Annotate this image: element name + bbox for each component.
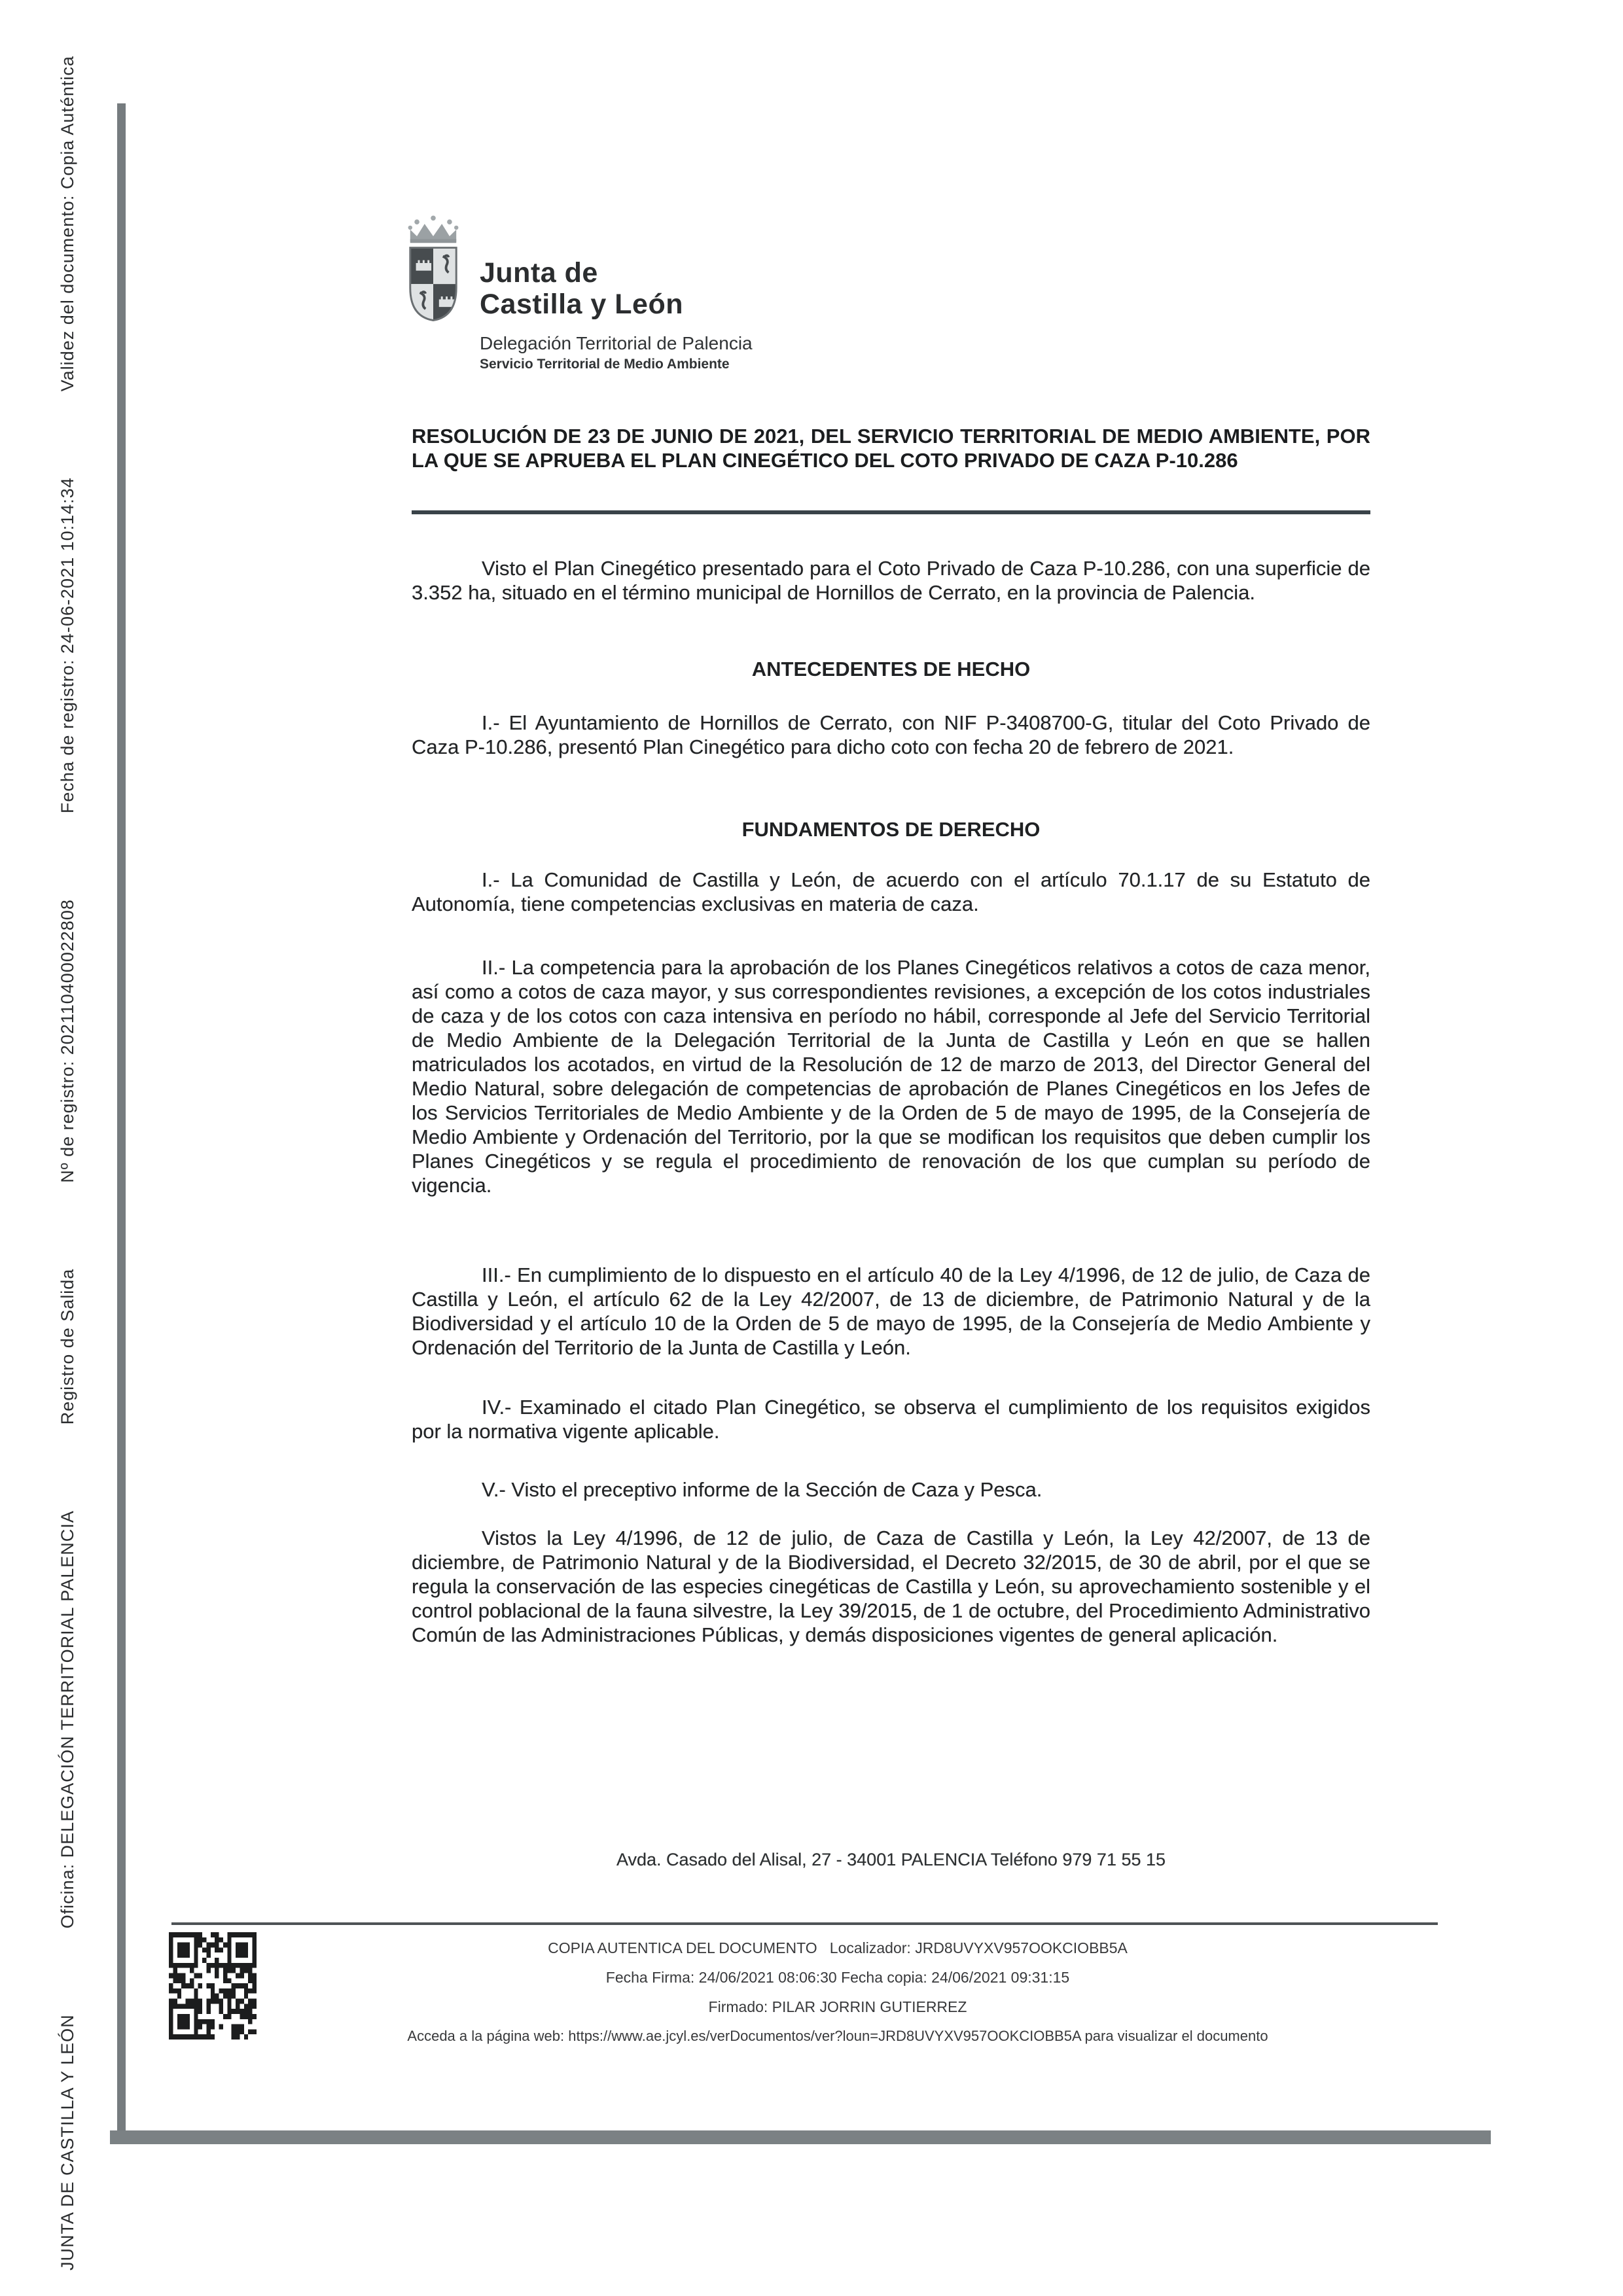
resolution-title: RESOLUCIÓN DE 23 DE JUNIO DE 2021, DEL SERVICIO TERRITORIAL DE MEDIO AMBIENTE, POR LA QUE SE APRUEBA EL PLAN CINEGÉTICO DEL COTO PRIVADO DE CAZA P-10.286 — [412, 425, 1370, 472]
antecedentes-paragraph-1: I.- El Ayuntamiento de Hornillos de Cerrato, con NIF P-3408700-G, titular del Coto Privado de Caza P-10.286, presentó Plan Cinegético para dicho coto con fecha 20 de febrero de 2021. — [412, 711, 1370, 758]
footer-rule — [171, 1922, 1438, 1925]
org-name-line1: Junta de — [480, 257, 598, 289]
heading-antecedentes: ANTECEDENTES DE HECHO — [751, 658, 1031, 680]
footer-copy-locator: COPIA AUTENTICA DEL DOCUMENTO Localizador: JRD8UVYXV957OOKCIOBB5A — [548, 1939, 1128, 1956]
footer-verification-url: Acceda a la página web: https://www.ae.jcyl.es/verDocumentos/ver?loun=JRD8UVYXV957OOKCIOBB5A para visualizar el documento — [407, 2028, 1268, 2044]
service-line: Servicio Territorial de Medio Ambiente — [480, 357, 730, 372]
intro-paragraph: Visto el Plan Cinegético presentado para el Coto Privado de Caza P-10.286, con una superficie de 3.352 ha, situado en el término municipal de Hornillos de Cerrato, en la provincia de Palencia. — [412, 557, 1370, 604]
margin-register-number: Nº de registro: 202110400022808 — [58, 899, 77, 1183]
registry-margin-note — [58, 56, 80, 2270]
margin-org: JUNTA DE CASTILLA Y LEÓN — [58, 2014, 77, 2270]
heading-fundamentos: FUNDAMENTOS DE DERECHO — [741, 818, 1041, 841]
margin-office: Oficina: DELEGACIÓN TERRITORIAL PALENCIA — [58, 1510, 77, 1929]
margin-register-type: Registro de Salida — [58, 1268, 77, 1425]
title-rule — [412, 510, 1370, 514]
fundamentos-paragraph-2: II.- La competencia para la aprobación de los Planes Cinegéticos relativos a cotos de caza menor, así como a cotos de caza mayor, y sus correspondientes revisiones, a excepción de los cotos industriales de caza y de los cotos con caza intensiva en período no hábil, corresponde al Jefe del Servicio Territorial de Medio Ambiente de la Delegación Territorial de la Junta de Castilla y León en que se hallen matriculados los acotados, en virtud de la Resolución de 12 de marzo de 2013, del Director General del Medio Natural, sobre delegación de competencias de aprobación de Planes Cinegéticos en los Jefes de los Servicios Territoriales de Medio Ambiente y de la Orden de 5 de mayo de 1995, de la Consejería de Medio Ambiente y Ordenación del Territorio, por la que se modifican los requisitos que deben cumplir los Planes Cinegéticos y se regula el procedimiento de renovación de los que cumplan su período de vigencia. — [412, 956, 1370, 1197]
fundamentos-paragraph-1: I.- La Comunidad de Castilla y León, de acuerdo con el artículo 70.1.17 de su Estatuto de Autonomía, tiene competencias exclusivas en materia de caza. — [412, 868, 1370, 915]
margin-validity: Validez del documento: Copia Auténtica — [58, 56, 77, 392]
footer-signature-dates: Fecha Firma: 24/06/2021 08:06:30 Fecha copia: 24/06/2021 09:31:15 — [605, 1969, 1070, 1986]
org-name-line2: Castilla y León — [480, 289, 683, 320]
coat-of-arms-icon — [404, 213, 462, 323]
page-bottom-edge-line — [110, 2130, 1491, 2144]
delegation-line: Delegación Territorial de Palencia — [480, 333, 753, 353]
fundamentos-paragraph-5: V.- Visto el preceptivo informe de la Sección de Caza y Pesca. — [482, 1478, 1043, 1501]
vistos-paragraph: Vistos la Ley 4/1996, de 12 de julio, de Caza de Castilla y León, la Ley 42/2007, de 13 de diciembre, de Patrimonio Natural y de la Biodiversidad, el Decreto 32/2015, de 30 de abril, por el que se regula la conservación de las especies cinegéticas de Castilla y León, su aprovechamiento sostenible y el control poblacional de la fauna silvestre, la Ley 39/2015, de 1 de octubre, del Procedimiento Administrativo Común de las Administraciones Públicas, y demás disposiciones vigentes de general aplicación. — [412, 1527, 1370, 1646]
footer-signer: Firmado: PILAR JORRIN GUTIERREZ — [708, 1998, 967, 2015]
fundamentos-paragraph-4: IV.- Examinado el citado Plan Cinegético, se observa el cumplimiento de los requisitos exigidos por la normativa vigente aplicable. — [412, 1396, 1370, 1443]
fundamentos-paragraph-3: III.- En cumplimiento de lo dispuesto en el artículo 40 de la Ley 4/1996, de 12 de julio, de Caza de Castilla y León, el artículo 62 de la Ley 42/2007, de 13 de diciembre, de Patrimonio Natural y de la Biodiversidad y el artículo 10 de la Orden de 5 de mayo de 1995, de la Consejería de Medio Ambiente y Ordenación del Territorio de la Junta de Castilla y León. — [412, 1263, 1370, 1359]
margin-register-date: Fecha de registro: 24-06-2021 10:14:34 — [58, 477, 77, 814]
page-left-edge-line — [117, 103, 126, 2132]
office-address-line: Avda. Casado del Alisal, 27 - 34001 PALENCIA Teléfono 979 71 55 15 — [616, 1850, 1166, 1869]
